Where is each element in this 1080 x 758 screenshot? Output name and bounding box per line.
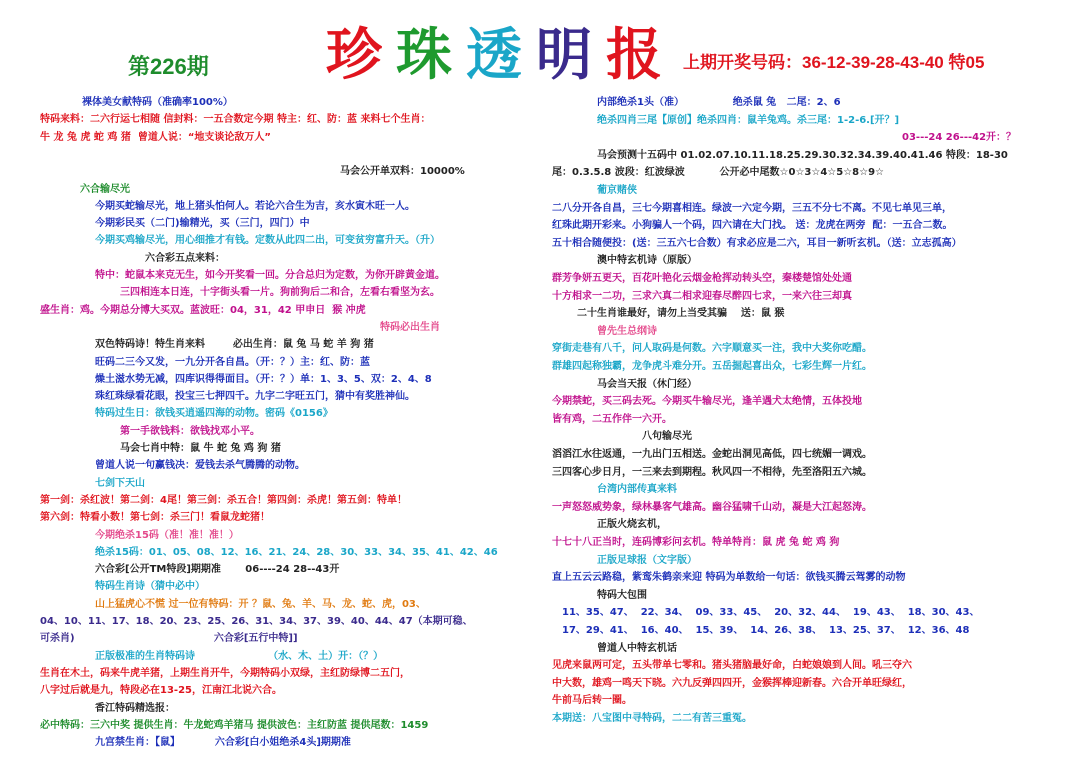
- title-char-4: 明: [536, 22, 592, 88]
- text-line: 第一剑：杀红波！第二剑：4尾！第三剑：杀五合！第四剑：杀虎！第五剑：特单！: [40, 494, 407, 506]
- text-line: 山上猛虎心不慌 过一位有特码：开 ？鼠、兔、羊、马、龙、蛇、虎，03、: [95, 598, 426, 610]
- issue-number: 第226期: [128, 54, 209, 79]
- text-line: 本期送：八宝图中寻特码，二二有苦三重冤。: [552, 713, 752, 724]
- text-line: 03---24 26---42开：？: [902, 132, 1017, 144]
- text-line: 见虎来鼠两可定，五头带单七零和。猪头猪脑最好命，白蛇娘娘到人间。吼三夺六: [552, 660, 912, 672]
- previous-draw-numbers: 上期开奖号码：36-12-39-28-43-40 特05: [683, 53, 985, 72]
- text-line: 曾道人说一句赢钱决：爱钱去杀气腾腾的动物。: [95, 460, 305, 472]
- text-line: 旺码二三今又发，一九分开各自昌。（开：？）主：红、防：蓝: [95, 356, 370, 368]
- text-line: 十方相求一二功，三求六真二相求迎春尽醉四七求，一来六往三却真: [552, 290, 852, 302]
- text-line: 群雄四起称独霸，龙争虎斗难分开。五岳掘起喜出众，七彩生辉一片红。: [552, 361, 872, 372]
- text-line: 六合彩五点来料：: [145, 252, 225, 264]
- text-line: 香江特码精选报：: [95, 702, 175, 714]
- text-line: 生肖在木土，码来牛虎羊猪，上期生肖开牛，今期特码小双绿，主红防绿博二五门，: [40, 667, 410, 679]
- text-line: 二十生肖谁最好，请勿上当受其骗 送：鼠 猴: [577, 308, 785, 320]
- text-line: 三四客心步日月，一三来去到期程。秋风四一不相待，先至洛阳五六城。: [552, 466, 872, 478]
- text-line: 台湾内部传真来料: [597, 484, 677, 496]
- text-line: 曾先生总纲诗: [597, 325, 657, 337]
- text-line: 九宫禁生肖：【鼠】 六合彩[白小姐绝杀4头]期期准: [95, 737, 351, 749]
- text-line: 必中特码：三六中奖 提供生肖：牛龙蛇鸡羊猪马 提供波色：主红防蓝 提供尾数：1459: [40, 719, 429, 731]
- text-line: 今期买蛇输尽光，地上猪头怕何人。若论六合生为吉，亥水寅木旺一人。: [95, 200, 415, 212]
- text-line: 马会预测十五码中 01.02.07.10.11.18.25.29.30.32.34.39.40.41.46 特段：18-30: [597, 149, 1008, 161]
- text-line: 特码大包围: [597, 589, 647, 601]
- text-line: 牛前马后转一圈。: [552, 695, 632, 707]
- text-line: 今期买鸡输尽光，用心细推才有钱。定数从此四二出，可变贫穷富升天。（升）: [95, 235, 440, 247]
- text-line: 双色特码诗！特生肖来料 必出生肖：鼠 兔 马 蛇 羊 狗 猪: [95, 339, 374, 351]
- text-line: 今期彩民买（二门)输精光，买（三门，四门）中: [95, 218, 310, 230]
- text-line: 特码过生日：欲钱买逍遥四海的动物。密码《0156》: [95, 408, 333, 420]
- text-line: 十七十八正当时，连码博彩问玄机。特单特肖：鼠 虎 兔 蛇 鸡 狗: [552, 537, 840, 548]
- text-line: 燥土滋水势无减，四库识得得面目。（开：？）单：1、3、5、双：2、4、8: [95, 373, 432, 385]
- left-column: [40, 96, 518, 749]
- text-line: 绝杀四肖三尾【原创】绝杀四肖：鼠羊兔鸡。杀三尾：1-2-6.[开？]: [597, 114, 900, 126]
- text-line: 04、10、11、17、18、20、23、25、26、31、34、37、39、40、44、47（本期可稳、: [40, 616, 473, 627]
- title-char-3: 透: [466, 22, 522, 88]
- title-char-5: 报: [606, 22, 662, 88]
- title-char-2: 珠: [396, 22, 452, 88]
- text-line: 澳中特玄机诗（原版）: [597, 255, 697, 267]
- text-line: 葡京赌侠: [597, 185, 637, 196]
- right-column: [552, 96, 1048, 746]
- text-line: 六合彩[公开TM特段]期期准 06----24 28--43开: [95, 564, 340, 576]
- text-line: 滔滔江水往返通，一九出门五相送。金蛇出洞见高低，四七统媚一调戏。: [552, 449, 872, 460]
- text-line: 三四相连本日连，十字街头看一片。狗前狗后二和合，左看右看坚为玄。: [120, 287, 440, 299]
- text-line: 直上五云云路稳，紫鸾朱鹤亲来迎 特码为单数给一句话：欲钱买腾云驾雾的动物: [552, 572, 906, 584]
- text-line: 绝杀15码：01、05、08、12、16、21、24、28、30、33、34、35、41、42、46: [95, 546, 498, 558]
- text-line: 今期禁蛇，买三码去死。今期买牛输尽光，逢羊遇犬太绝情，五体投地: [552, 396, 862, 408]
- text-line: 马会七肖中特：鼠 牛 蛇 兔 鸡 狗 猪: [120, 443, 281, 454]
- text-line: 正版足球报（文字版）: [597, 554, 697, 566]
- text-line: 马会公开单双料：10000%: [340, 166, 465, 178]
- text-line: 牛 龙 兔 虎 蛇 鸡 猪 曾道人说：“地支谈论敌万人”: [40, 131, 271, 143]
- text-line: 六合输尽光: [80, 183, 130, 195]
- text-line: 可杀肖) 六合彩[五行中特]]: [40, 633, 298, 645]
- text-line: 17、29、41、 16、40、 15、39、 14、26、38、 13、25、37、 12、36、48: [562, 625, 970, 636]
- text-line: 群芳争妍五更天，百花叶艳化云烟金枪挥动转头空，秦楼楚馆处处通: [552, 273, 852, 284]
- text-line: 八句输尽光: [642, 431, 692, 443]
- text-line: 珠红珠绿看花眼，投宝三七押四千。九字二字旺五门，猜中有奖胜神仙。: [95, 391, 415, 403]
- text-line: 曾道人中特玄机话: [597, 642, 677, 654]
- text-line: 特中：蛇鼠本来克无生，如今开奖看一回。分合总归为定数，为你开辟黄金道。: [95, 270, 445, 281]
- text-line: 皆有鸡，二五作伴一六开。: [552, 413, 672, 425]
- text-line: 第六剑：特看小数！第七剑：杀三门！看鼠龙蛇猪！: [40, 512, 270, 524]
- text-line: 特码生肖诗（猜中必中）: [95, 581, 205, 593]
- text-line: 内部绝杀1头（准） 绝杀鼠 兔 二尾：2、6: [597, 97, 841, 108]
- text-line: 正版火烧玄机，: [597, 519, 667, 531]
- text-line: 马会当天报（休门经）: [597, 378, 697, 390]
- text-line: 七剑下天山: [95, 477, 145, 489]
- text-line: 八字过后就是九，特段必在13-25，江南江北说六合。: [40, 685, 282, 697]
- text-line: 红珠此期开彩来。小狗骗人一个码，四六请在大门找。 送：龙虎在两旁 配：一五合二数。: [552, 220, 953, 232]
- text-line: 一声怒怒威势象，绿林暴客气雄高。幽谷猛啸千山动，凝是大江起怒涛。: [552, 501, 872, 513]
- text-line: 特码来料：二六行运七相随 信封料：一五合数定今期 特主：红、防：蓝 来料七个生肖：: [40, 114, 431, 126]
- text-line: 中大数，雄鸡一鸣天下晓。六九反弹四四开，金猴挥棒迎新春。六合开单旺绿红，: [552, 677, 912, 689]
- text-line: 第一手欲钱料：欲钱找邓小平。: [120, 425, 260, 437]
- title-char-1: 珍: [326, 22, 382, 88]
- text-line: 二八分开各自昌，三七今期喜相连。绿波一六定今期，三五不分七不离。不见七单见三单，: [552, 202, 952, 214]
- text-line: 穿街走巷有八千，问人取码是何数。六字顺意买一注，我中大奖你吃醋。: [552, 343, 872, 355]
- text-line: 特码必出生肖: [380, 321, 440, 333]
- text-line: 正版极准的生肖特码诗 （水、木、土）开：（？）: [95, 650, 384, 662]
- text-line: 盛生肖：鸡。今期总分博大买双。蓝波旺：04，31，42 甲申日 猴 冲虎: [40, 304, 366, 316]
- text-line: 尾：0.3.5.8 波段：红波绿波 公开必中尾数☆0☆3☆4☆5☆8☆9☆: [552, 167, 885, 179]
- text-line: 今期绝杀15码（准！准！准！）: [95, 529, 239, 541]
- text-line: 11、35、47、 22、34、 09、33、45、 20、32、44、 19、43、 18、30、43、: [562, 607, 980, 619]
- text-line: 裸体美女献特码（准确率100%）: [82, 97, 233, 108]
- text-line: 五十相合随便投：(送：三五六七合数）有求必应是二六，耳目一新听玄机。（送：立志孤高）: [552, 237, 962, 249]
